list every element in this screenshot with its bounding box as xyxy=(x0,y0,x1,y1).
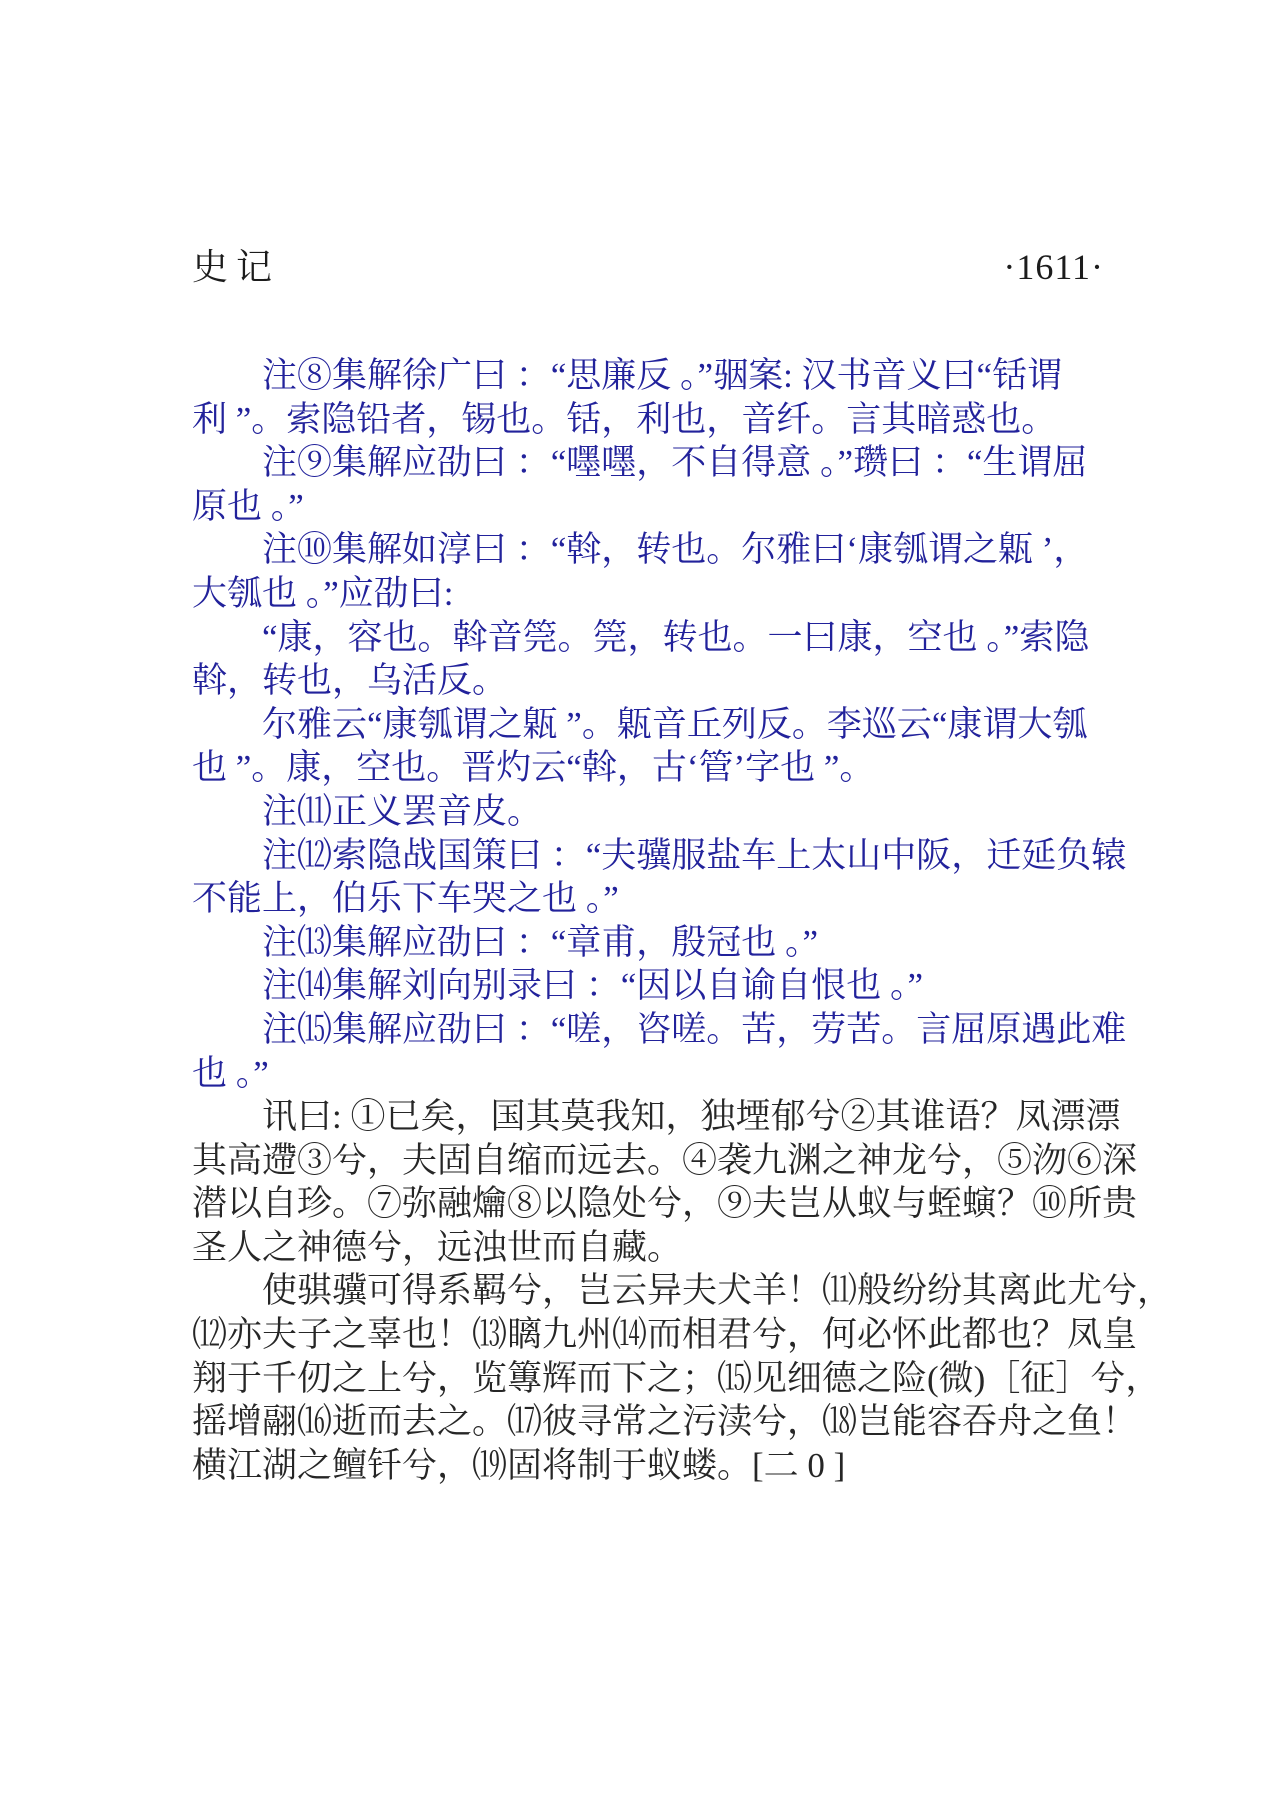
text-line: 讯曰: ①已矣，国其莫我知，独堙郁兮②其谁语？凤漂漂 xyxy=(262,1097,1121,1137)
text-line: 注⒂集解应劭曰 ：“嗟，咨嗟。苦，劳苦。言屈原遇此难 xyxy=(262,1009,1127,1049)
text-line: 摇增翮⒃逝而去之。⒄彼寻常之污渎兮，⒅岂能容吞舟之鱼！ xyxy=(192,1402,1138,1442)
text-line: 原也 。” xyxy=(192,486,304,526)
text-line: 也 。” xyxy=(192,1053,269,1093)
text-block xyxy=(192,354,1173,1487)
text-line: 也 ”。康，空也。晋灼云“斡，古‘管’字也 ”。 xyxy=(192,748,875,788)
text-line: “康，容也。斡音筦。筦，转也。一曰康，空也 。”索隐 xyxy=(262,617,1090,657)
book-title: 史记 xyxy=(192,247,281,287)
running-header xyxy=(192,248,1104,288)
text-line: 注⒁集解刘向别录曰 ：“因以自谕自恨也 。” xyxy=(262,966,924,1006)
text-line: 斡，转也，乌活反。 xyxy=(192,661,508,701)
text-line: 横江湖之鳣钎兮，⒆固将制于蚁蝼。[二 0 ] xyxy=(192,1445,846,1485)
text-line: 潜以自珍。⑦弥融爚⑧以隐处兮，⑨夫岂从蚁与蛭螾？⑩所贵 xyxy=(192,1184,1138,1224)
text-line: 圣人之神德兮，远浊世而自藏。 xyxy=(192,1227,683,1267)
text-line: 利 ”。索隐铅者，锡也。铦，利也，音纤。言其暗惑也。 xyxy=(192,399,1057,439)
text-line: 其高遰③兮，夫固自缩而远去。④袭九渊之神龙兮，⑤沕⑥深 xyxy=(192,1140,1138,1180)
text-line: 尔雅云“康瓠谓之甈 ”。甈音丘列反。李巡云“康谓大瓠 xyxy=(262,704,1088,744)
text-line: 注⑿索隐战国策曰 ：“夫骥服盐车上太山中阪，迁延负辕 xyxy=(262,835,1127,875)
text-line: 注⑾正义罢音皮。 xyxy=(262,791,543,831)
text-line: 注⑨集解应劭曰 ：“嚜嚜，不自得意 。”瓒曰 ：“生谓屈 xyxy=(262,443,1088,483)
text-line: 注⑧集解徐广曰 ：“思廉反 。”骃案: 汉书音义曰“铦谓 xyxy=(262,356,1063,395)
text-line: ⑿亦夫子之辜也！⒀瞝九州⒁而相君兮，何必怀此都也？凤皇 xyxy=(192,1315,1138,1355)
text-line: 使骐骥可得系羁兮，岂云异夫犬羊！⑾般纷纷其离此尤兮， xyxy=(262,1271,1173,1311)
text-line: 注⑩集解如淳曰 ：“斡，转也。尔雅曰‘康瓠谓之甈 ’， xyxy=(262,530,1089,570)
text-line: 大瓠也 。”应劭曰: xyxy=(192,573,454,613)
text-line: 翔于千仞之上兮，览篿辉而下之；⒂见细德之险(微)［征］兮， xyxy=(192,1358,1161,1398)
page-number: ·1611· xyxy=(1003,247,1104,287)
text-line: 注⒀集解应劭曰 ：“章甫，殷冠也 。” xyxy=(262,922,819,962)
text-line: 不能上，伯乐下车哭之也 。” xyxy=(192,879,619,919)
